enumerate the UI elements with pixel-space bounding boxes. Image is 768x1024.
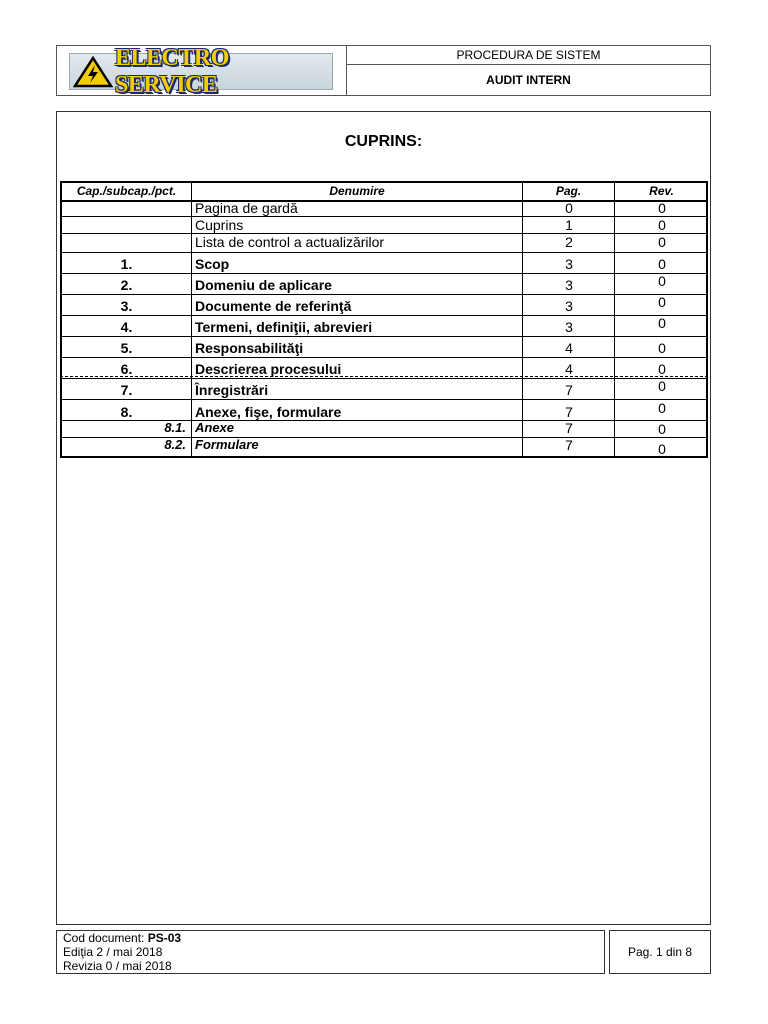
table-row — [62, 400, 706, 421]
toc-table — [60, 181, 708, 458]
table-row — [62, 316, 706, 337]
doc-code-line — [63, 931, 604, 945]
row-cap: 8. — [120, 404, 133, 420]
logo-cell — [57, 44, 347, 98]
row-rev: 0 — [658, 273, 666, 289]
row-name: Pagina de gardă — [195, 200, 298, 216]
header-titles — [347, 46, 710, 95]
row-rev: 0 — [658, 421, 666, 437]
document-header — [56, 45, 711, 96]
row-rev: 0 — [658, 340, 666, 356]
table-row — [62, 200, 706, 217]
row-cap: 3. — [120, 298, 133, 314]
revision: Revizia 0 / mai 2018 — [63, 959, 172, 973]
doc-code-label: Cod document: — [63, 931, 145, 945]
row-rev: 0 — [658, 234, 666, 250]
row-name: Cuprins — [195, 217, 244, 233]
row-name: Descrierea procesului — [195, 361, 342, 377]
table-row — [62, 337, 706, 358]
row-pag: 4 — [565, 340, 573, 356]
document-footer-info — [56, 930, 605, 974]
table-row — [62, 379, 706, 400]
col-header-rev: Rev. — [649, 184, 674, 198]
table-row — [62, 217, 706, 234]
table-row — [62, 234, 706, 253]
row-rev: 0 — [658, 400, 666, 416]
table-row — [62, 295, 706, 316]
row-name: Anexe — [195, 420, 235, 435]
col-header-cap: Cap./subcap./pct. — [76, 184, 177, 198]
page-title: CUPRINS: — [344, 133, 423, 150]
row-rev: 0 — [658, 217, 666, 233]
row-pag: 3 — [565, 256, 573, 272]
col-header-pag: Pag. — [555, 184, 582, 198]
procedure-type: PROCEDURA DE SISTEM — [347, 46, 710, 65]
high-voltage-icon — [70, 54, 115, 89]
row-name: Scop — [195, 256, 230, 272]
row-pag: 2 — [565, 234, 573, 250]
row-pag: 3 — [565, 298, 573, 314]
row-cap: 2. — [120, 277, 133, 293]
row-pag: 7 — [565, 437, 573, 453]
page-break-line — [60, 376, 708, 377]
row-cap: 8.1. — [164, 420, 186, 435]
table-row — [62, 438, 706, 456]
procedure-name: AUDIT INTERN — [486, 73, 571, 87]
row-rev: 0 — [658, 361, 666, 377]
row-cap: 6. — [120, 361, 133, 377]
row-cap: 1. — [120, 256, 133, 272]
row-rev: 0 — [658, 256, 666, 272]
row-pag: 1 — [565, 217, 573, 233]
col-header-name: Denumire — [329, 184, 385, 198]
edition: Ediţia 2 / mai 2018 — [63, 945, 163, 959]
row-pag: 0 — [565, 200, 573, 216]
row-rev: 0 — [658, 200, 666, 216]
row-name: Anexe, fişe, formulare — [195, 404, 342, 420]
row-pag: 3 — [565, 277, 573, 293]
row-cap: 4. — [120, 319, 133, 335]
row-name: Înregistrări — [195, 382, 269, 398]
row-name: Responsabilităţi — [195, 340, 304, 356]
row-pag: 7 — [565, 382, 573, 398]
table-row — [62, 253, 706, 274]
row-pag: 7 — [565, 420, 573, 436]
row-cap: 8.2. — [164, 437, 186, 452]
row-name: Lista de control a actualizărilor — [195, 234, 385, 250]
table-row — [62, 274, 706, 295]
row-rev: 0 — [658, 315, 666, 331]
page-number: Pag. 1 din 8 — [609, 930, 711, 974]
row-name: Formulare — [195, 437, 259, 452]
row-name: Documente de referinţă — [195, 298, 352, 314]
row-rev: 0 — [658, 441, 666, 457]
row-rev: 0 — [658, 378, 666, 394]
table-row — [62, 421, 706, 438]
company-logo — [69, 44, 333, 98]
row-pag: 3 — [565, 319, 573, 335]
row-name: Termeni, definiţii, abrevieri — [195, 319, 373, 335]
row-name: Domeniu de aplicare — [195, 277, 332, 293]
logo-text: ELECTRO SERVICE — [115, 44, 229, 98]
row-rev: 0 — [658, 294, 666, 310]
row-pag: 7 — [565, 404, 573, 420]
doc-code: PS-03 — [147, 931, 182, 945]
row-cap: 7. — [120, 382, 133, 398]
row-pag: 4 — [565, 361, 573, 377]
row-cap: 5. — [120, 340, 133, 356]
